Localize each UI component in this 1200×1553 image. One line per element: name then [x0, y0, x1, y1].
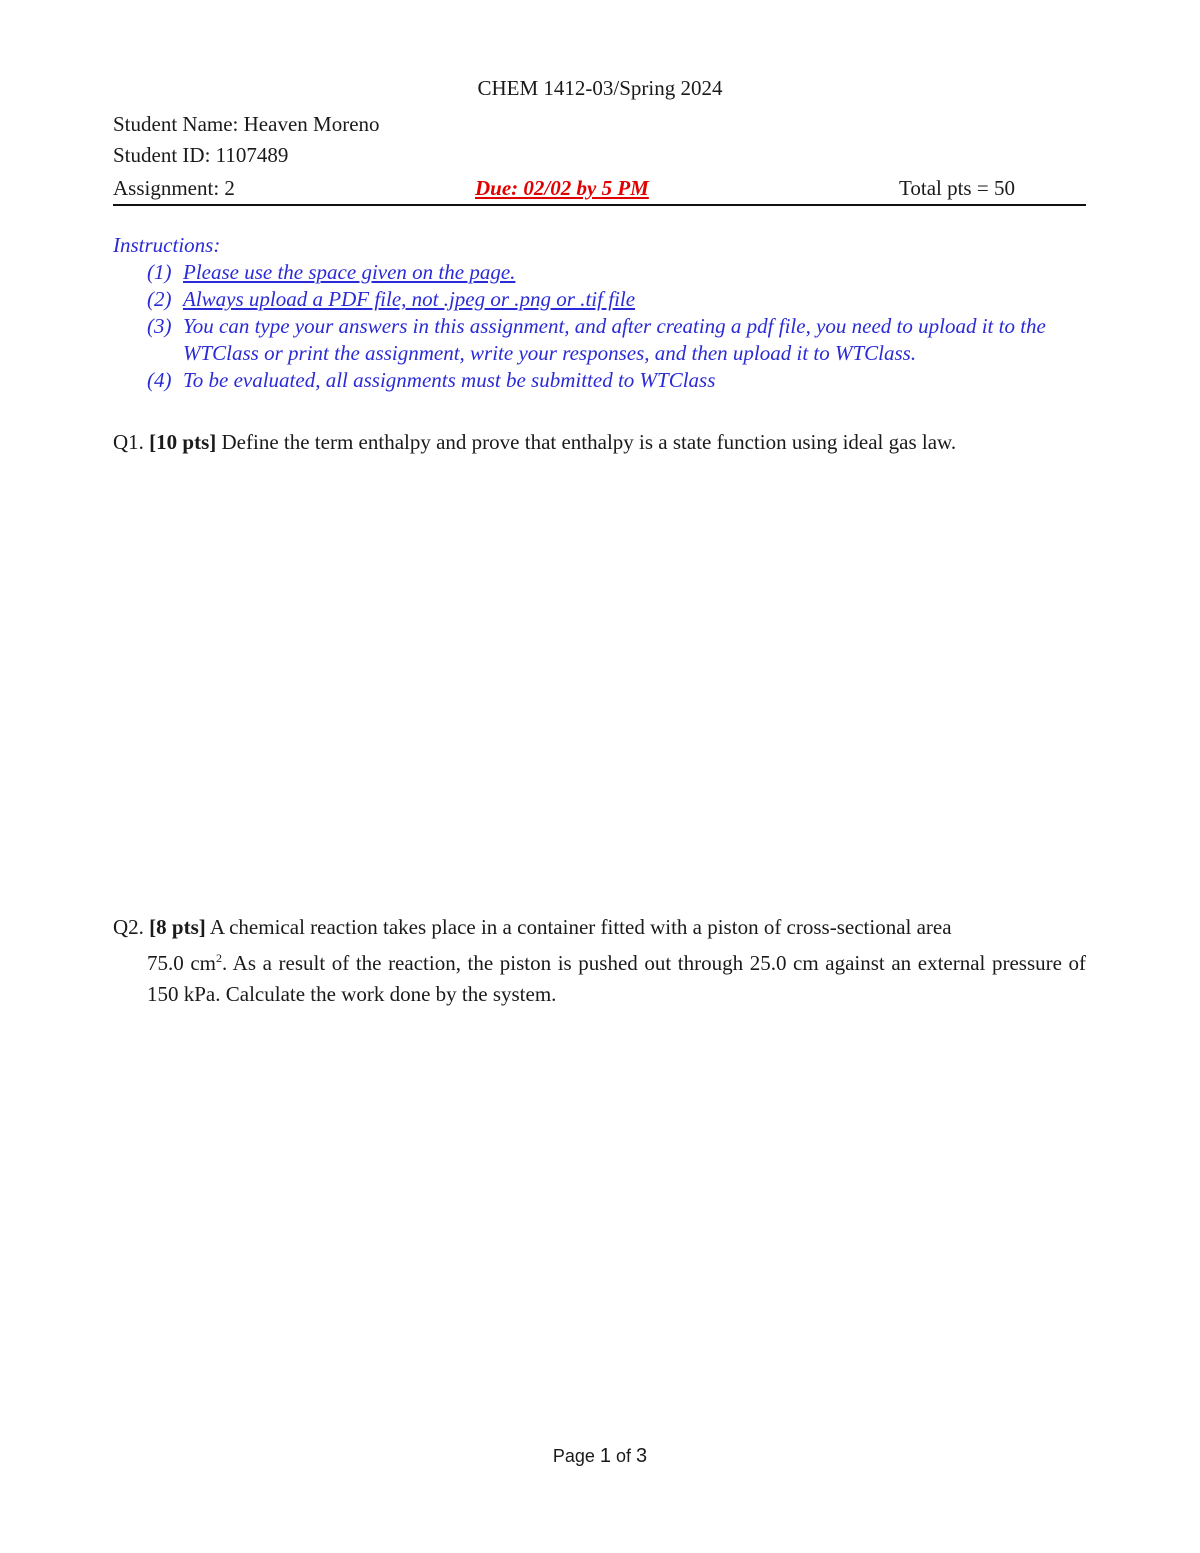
instructions-title: Instructions: [113, 233, 221, 257]
instruction-number: (1) [147, 260, 172, 284]
question-label: Q2. [113, 915, 144, 939]
question-text: A chemical reaction takes place in a container fitted with a piston of cross-sectional area [209, 915, 952, 939]
instruction-number: (3) [147, 314, 172, 338]
question-1 [113, 427, 1086, 458]
assignment-number: Assignment: 2 [113, 176, 235, 200]
instruction-item [113, 286, 1093, 313]
page-footer [0, 1445, 1200, 1468]
instruction-text: Please use the space given on the page. [183, 260, 516, 284]
instruction-item [113, 367, 1093, 394]
instruction-number: (2) [147, 287, 172, 311]
question-label: Q1. [113, 430, 144, 454]
instruction-item [113, 313, 1093, 367]
page-number: 1 [599, 1445, 611, 1467]
superscript: 2 [216, 951, 222, 965]
area-value: 75.0 cm [147, 951, 216, 975]
instructions [113, 233, 1093, 394]
course-title: CHEM 1412-03/Spring 2024 [477, 76, 723, 100]
question-points: [10 pts] [149, 430, 217, 454]
of-word: of [616, 1446, 632, 1466]
due-date: Due: 02/02 by 5 PM [475, 176, 649, 200]
page-word: Page [552, 1446, 595, 1466]
instruction-text: To be evaluated, all assignments must be submitted to WTClass [183, 368, 716, 392]
question-text-rest: . As a result of the reaction, the piston is pushed out through 25.0 cm against an external pressure of 150 kPa. Calculate the work done by the system. [147, 951, 1087, 1006]
question-2 [113, 912, 1086, 1010]
total-pages: 3 [636, 1445, 648, 1467]
student-name: Student Name: Heaven Moreno [113, 112, 380, 136]
question-text: Define the term enthalpy and prove that enthalpy is a state function using ideal gas law. [221, 430, 957, 454]
total-points: Total pts = 50 [899, 176, 1015, 200]
assignment-header-row [113, 176, 1086, 206]
instruction-text: You can type your answers in this assignment, and after creating a pdf file, you need to upload it to the WTClass or print the assignment, write your responses, and then upload it to WTClass. [183, 314, 1046, 365]
instruction-number: (4) [147, 368, 172, 392]
instruction-item [113, 259, 1093, 286]
question-points: [8 pts] [149, 915, 206, 939]
instruction-text: Always upload a PDF file, not .jpeg or .png or .tif file [183, 287, 636, 311]
student-id: Student ID: 1107489 [113, 143, 289, 167]
question-text-continued [113, 943, 1086, 1010]
